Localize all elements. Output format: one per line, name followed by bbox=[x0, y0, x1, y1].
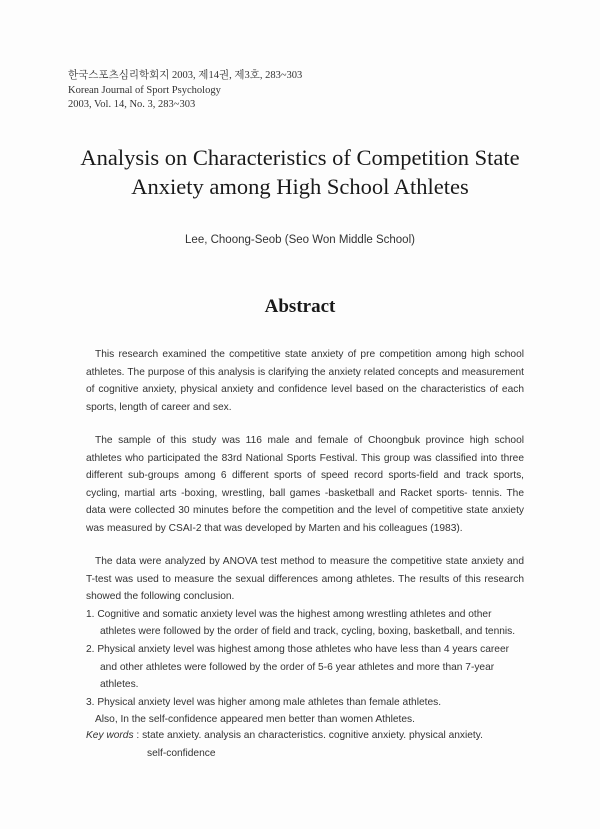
keywords-line-1 bbox=[86, 727, 536, 745]
journal-header-volume: 2003, Vol. 14, No. 3, 283~303 bbox=[68, 99, 196, 110]
conclusion-list bbox=[86, 606, 524, 712]
conclusion-item: 3. Physical anxiety level was higher among male athletes than female athletes. bbox=[86, 696, 442, 708]
paper-title bbox=[20, 143, 580, 201]
journal-header bbox=[68, 69, 302, 113]
abstract-paragraph-1 bbox=[86, 346, 524, 416]
abstract-heading: Abstract bbox=[264, 296, 336, 317]
keywords-label: Key words bbox=[86, 730, 134, 741]
journal-header-english: Korean Journal of Sport Psychology bbox=[68, 84, 221, 96]
keywords-list: state anxiety. analysis an characteristics. cognitive anxiety. physical anxiety. bbox=[142, 730, 483, 741]
journal-header-korean: 한국스포츠심리학회지 2003, 제14권, 제3호, 283~303 bbox=[68, 70, 303, 81]
paper-title-line-2: Anxiety among High School Athletes bbox=[131, 174, 469, 199]
author-line: Lee, Choong-Seob (Seo Won Middle School) bbox=[185, 234, 415, 246]
keywords-separator: : bbox=[133, 730, 143, 741]
paragraph-text: The data were analyzed by ANOVA test method to measure the competitive state anxiety and T-test was used to measure the sexual differences among athletes. The results of this research showed the following conclusion. bbox=[86, 556, 524, 603]
closing-sentence: Also, In the self-confidence appeared men better than women Athletes. bbox=[95, 714, 415, 726]
conclusion-item: 2. Physical anxiety level was highest among those athletes who have less than 4 years career and other athletes were followed by the order of 5-6 year athletes and more than 7-year athletes. bbox=[86, 643, 510, 691]
paragraph-text: This research examined the competitive state anxiety of pre competition among high school athletes. The purpose of this analysis is clarifying the anxiety related concepts and measurement of cognitive anxiety, physical anxiety and confidence level based on the characteristics of each sports, length of career and sex. bbox=[86, 349, 524, 413]
paper-title-line-1: Analysis on Characteristics of Competition State bbox=[80, 145, 520, 170]
keywords-block bbox=[86, 727, 536, 762]
abstract-paragraph-2 bbox=[86, 432, 524, 538]
abstract-paragraph-3 bbox=[86, 553, 524, 729]
paragraph-text: The sample of this study was 116 male and female of Choongbuk province high school athletes who participated the 83rd National Sports Festival. This group was classified into three different sub-groups among 6 different sports of speed record sports-field and track sports, cycling, martial arts -boxing, wrestling, ball games -basketball and Racket sports- tennis. The data were collected 30 minutes before the competition and the level of competitive state anxiety was measured by CSAI-2 that was developed by Marten and his colleagues (1983). bbox=[86, 435, 524, 534]
conclusion-item: 1. Cognitive and somatic anxiety level was the highest among wrestling athletes and other athletes were followed by the order of field and track, cycling, boxing, basketball, and tennis. bbox=[86, 608, 516, 638]
keywords-line-2: self-confidence bbox=[147, 747, 216, 759]
